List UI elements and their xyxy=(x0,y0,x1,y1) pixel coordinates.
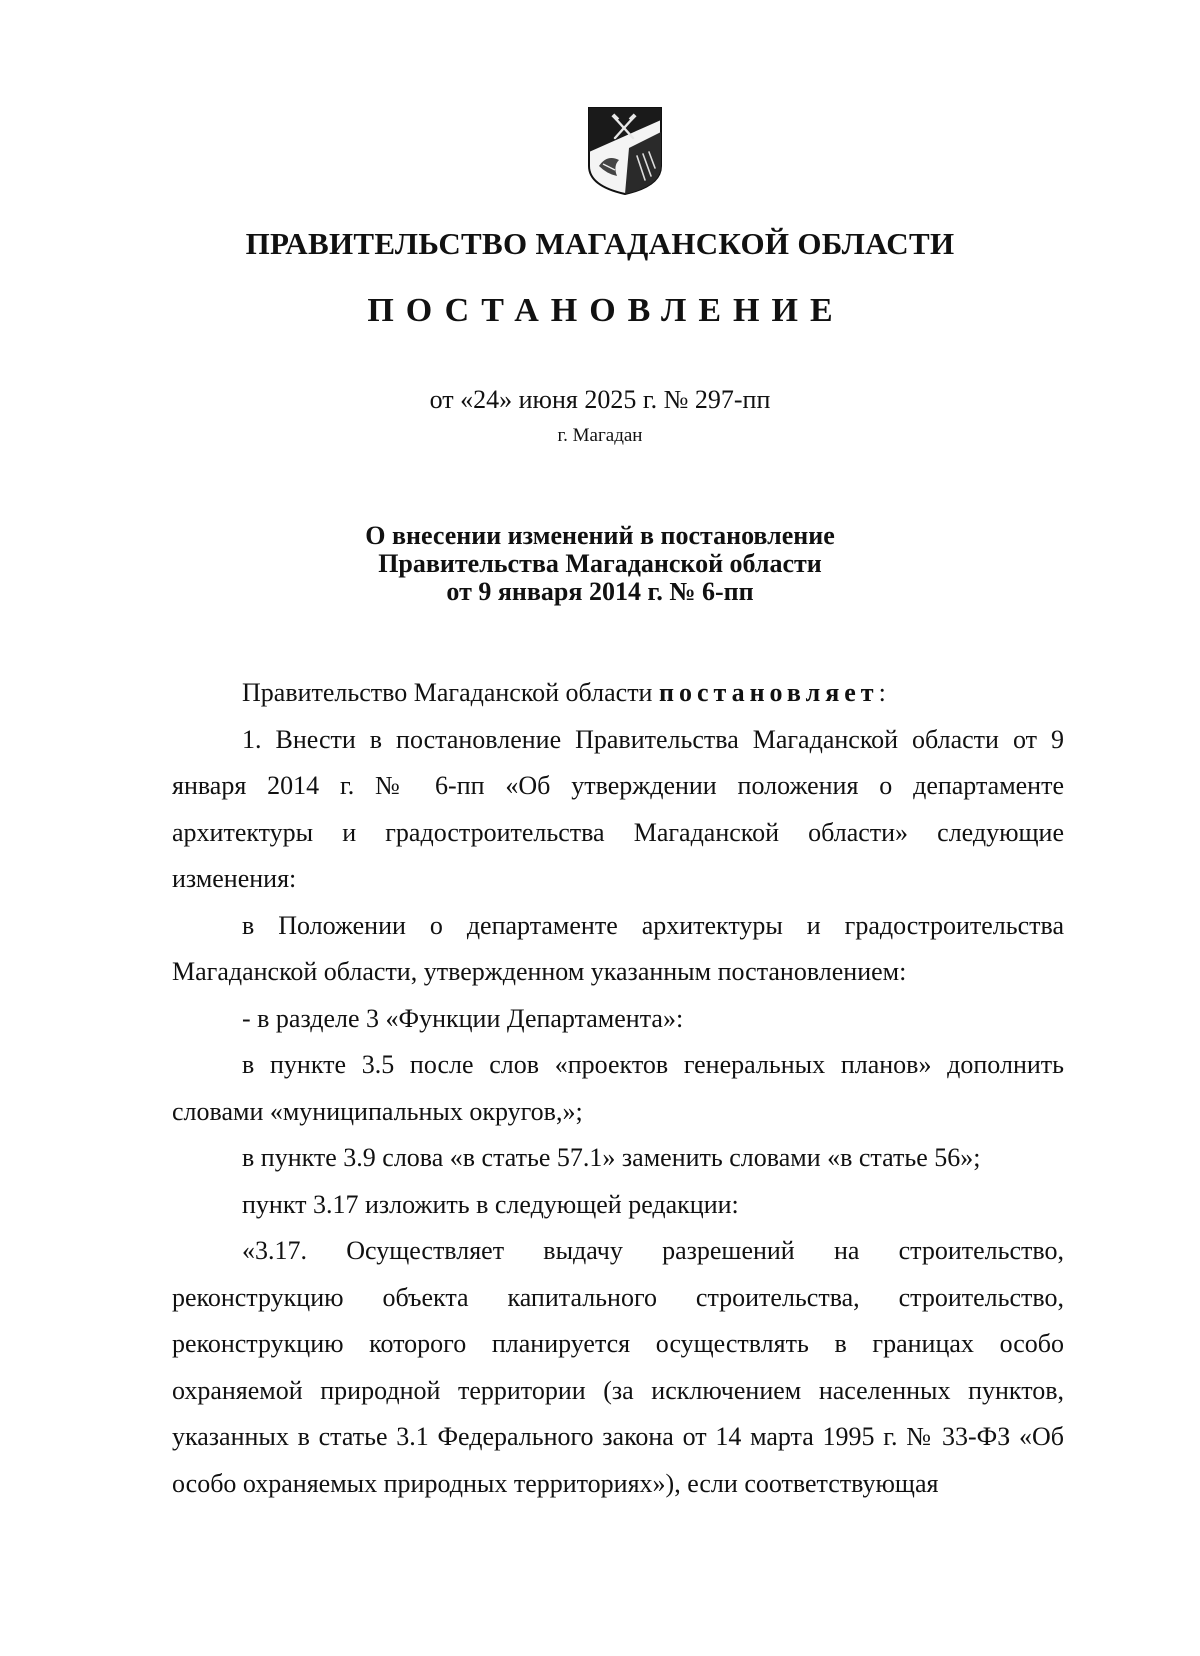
body-paragraph: в пункте 3.9 слова «в статье 57.1» заменить словами «в статье 56»; xyxy=(242,1143,981,1172)
subject-line: Правительства Магаданской области xyxy=(378,549,822,578)
organization-title: ПРАВИТЕЛЬСТВО МАГАДАНСКОЙ ОБЛАСТИ xyxy=(245,226,955,261)
resolution-intro xyxy=(172,670,1064,717)
document-subject xyxy=(0,522,1200,606)
magadan-coat-of-arms-icon xyxy=(585,104,665,197)
document-body xyxy=(172,670,1064,1507)
subject-line: О внесении изменений в постановление xyxy=(365,521,835,550)
body-paragraph: в пункте 3.5 после слов «проектов генеральных планов» дополнить словами «муниципальных округов,»; xyxy=(172,1050,1064,1126)
body-paragraph: «3.17. Осуществляет выдачу разрешений на строительство, реконструкцию объекта капитального строительства, строительство, реконструкцию которого планируется осуществлять в границах особо охраняемой природной территории (за исключением населенных пунктов, указанных в статье 3.1 Федерального закона от 14 марта 1995 г. № 33-ФЗ «Об особо охраняемых природных территориях»), если соответствующая xyxy=(172,1236,1064,1498)
subject-line: от 9 января 2014 г. № 6-пп xyxy=(446,577,754,606)
intro-verb: постановляет xyxy=(658,678,879,707)
document-type-heading: ПОСТАНОВЛЕНИЕ xyxy=(367,292,845,329)
document-city: г. Магадан xyxy=(557,425,643,446)
body-paragraph: - в разделе 3 «Функции Департамента»: xyxy=(242,1003,684,1033)
document-date-number: от «24» июня 2025 г. № 297-пп xyxy=(429,385,771,414)
body-paragraph: 1. Внести в постановление Правительства Магаданской области от 9 января 2014 г. № 6-пп «Об утверждении положения о департаменте архитектуры и градостроительства Магаданской области» следующие изменения: xyxy=(172,724,1064,893)
body-paragraph: пункт 3.17 изложить в следующей редакции: xyxy=(242,1189,739,1219)
intro-colon: : xyxy=(878,678,886,707)
intro-text: Правительство Магаданской области xyxy=(242,678,659,707)
body-paragraph: в Положении о департаменте архитектуры и градостроительства Магаданской области, утвержденном указанным постановлением: xyxy=(172,910,1064,986)
